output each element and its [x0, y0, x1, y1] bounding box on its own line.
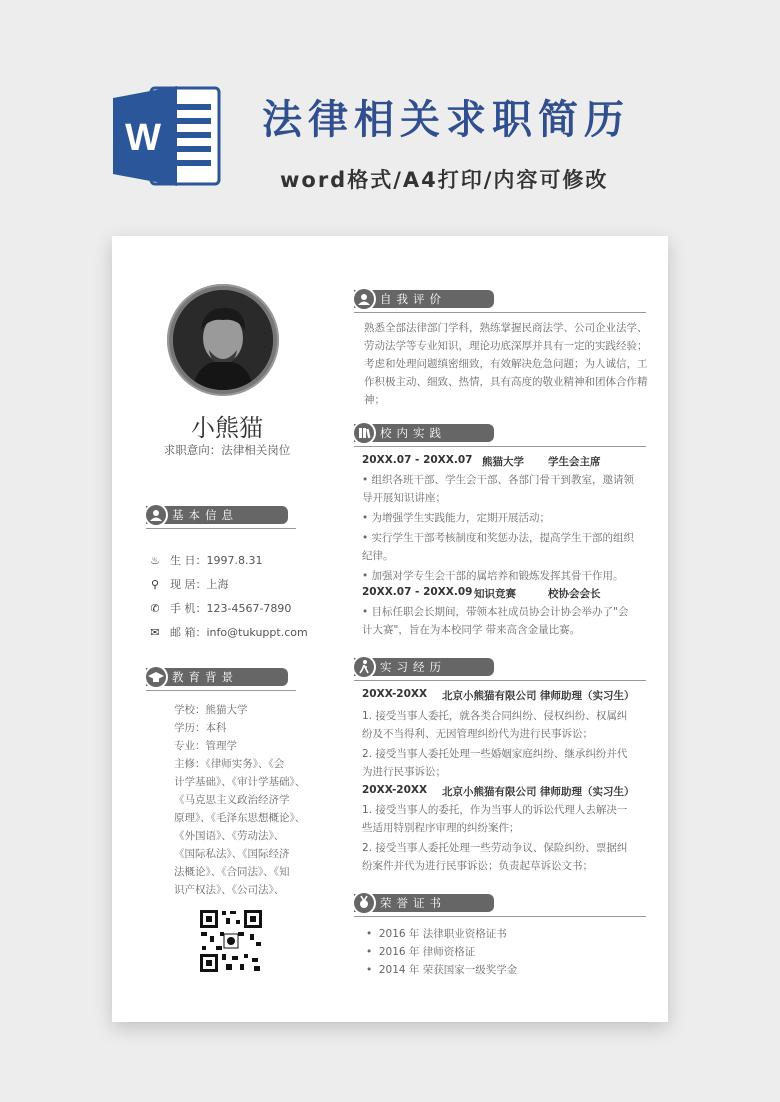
intern-line: 1. 接受当事人委托，就各类合同纠纷、侵权纠纷、权属纠	[362, 710, 628, 722]
intern-line: 些适用特别程序审理的纠纷案件；	[362, 822, 520, 834]
section-header-campus	[354, 424, 494, 442]
campus-line: 纪律。	[362, 550, 394, 562]
info-birthday: ♨ 生 日：1997.8.31	[148, 552, 262, 568]
word-logo-letter: W	[125, 117, 161, 159]
self-eval-line: 劳动法学等专业知识，理论功底深厚并具有一定的实践经验；	[364, 340, 648, 352]
honor-item: • 2016 年 律师资格证	[366, 946, 476, 958]
edu-line: 主修：《律师实务》、《会	[174, 758, 285, 770]
intern-line: 1. 接受当事人的委托，作为当事人的诉讼代理人去解决一	[362, 804, 628, 816]
campus-role: 学生会主席	[548, 456, 601, 468]
section-title: 自我评价	[380, 292, 446, 306]
mail-icon: ✉	[150, 626, 160, 639]
campus-line: • 目标任职会长期间，带领本社成员协会计协会举办了"会	[362, 606, 629, 618]
honor-item: • 2014 年 荣获国家一级奖学金	[366, 964, 518, 976]
edu-line: 《马克思主义政治经济学	[174, 794, 290, 806]
section-title: 校内实践	[380, 426, 446, 440]
section-title: 实习经历	[380, 660, 446, 674]
books-icon	[354, 423, 374, 443]
campus-org: 知识竞赛	[474, 588, 516, 600]
info-phone: ✆ 手 机：123-4567-7890	[148, 600, 291, 616]
divider	[146, 528, 296, 529]
intern-line: 纷及不当得利、无因管理纠纷代为进行民事诉讼；	[362, 728, 593, 740]
campus-line: • 为增强学生实践能力，定期开展活动；	[362, 512, 551, 524]
info-email: ✉ 邮 箱：info@tukuppt.com	[148, 624, 308, 640]
intern-line: 2. 接受当事人委托处理一些劳动争议、保险纠纷、票据纠	[362, 842, 628, 854]
qr-code-icon	[198, 908, 264, 974]
self-eval-line: 熟悉全部法律部门学科，熟练掌握民商法学、公司企业法学、	[364, 322, 648, 334]
edu-line: 学历：本科	[174, 722, 227, 734]
intern-date: 20XX-20XX	[362, 784, 428, 796]
job-intent: 求职意向：法律相关岗位	[163, 443, 291, 457]
divider	[146, 690, 296, 691]
avatar	[167, 284, 279, 396]
intern-line: 为进行民事诉讼；	[362, 766, 446, 778]
user-icon	[146, 505, 166, 525]
intern-role: 律师助理（实习生）	[540, 786, 635, 798]
section-title: 基本信息	[172, 508, 238, 522]
divider	[354, 680, 646, 681]
intern-line: 2. 接受当事人委托处理一些婚姻家庭纠纷、继承纠纷并代	[362, 748, 628, 760]
portrait-icon	[173, 290, 273, 390]
intern-date: 20XX-20XX	[362, 688, 428, 700]
info-location: ⚲ 现 居：上海	[148, 576, 229, 592]
self-eval-line: 神；	[364, 394, 385, 406]
intern-line: 纷案件并代为进行民事诉讼；负责起草诉讼文书；	[362, 860, 593, 872]
divider	[354, 446, 646, 447]
campus-line: • 组织各班干部、学生会干部、各部门骨干到教室，邀请领	[362, 474, 635, 486]
edu-line: 《外国语》、《劳动法》、	[174, 830, 285, 842]
divider	[354, 312, 646, 313]
edu-line: 专业：管理学	[174, 740, 237, 752]
campus-line: • 实行学生干部考核制度和奖惩办法，提高学生干部的组织	[362, 532, 635, 544]
divider	[354, 916, 646, 917]
candidate-name: 小熊猫	[191, 414, 263, 442]
medal-icon	[354, 893, 374, 913]
edu-line: 计学基础》、《审计学基础》、	[174, 776, 306, 788]
edu-line: 法概论》、《合同法》、《知	[174, 866, 290, 878]
edu-line: 《国际私法》、《国际经济	[174, 848, 290, 860]
campus-line: 导开展知识讲座；	[362, 492, 446, 504]
edu-line: 原理》、《毛泽东思想概论》、	[174, 812, 306, 824]
self-eval-line: 考虑和处理问题缜密细致，有效解决危急问题；为人诚信，工	[364, 358, 648, 370]
self-eval-line: 作积极主动、细致、热情，具有高度的敬业精神和团体合作精	[364, 376, 648, 388]
section-title: 荣誉证书	[380, 896, 446, 910]
resume-page	[112, 236, 668, 1022]
phone-icon: ✆	[150, 602, 160, 615]
campus-date: 20XX.07 - 20XX.09	[362, 586, 473, 598]
campus-org: 熊猫大学	[482, 456, 524, 468]
campus-line: • 加强对学专生会干部的属培养和锻炼发挥其骨干作用。	[362, 570, 624, 582]
section-title: 教育背景	[172, 670, 238, 684]
section-header-education	[146, 668, 288, 686]
edu-line: 识产权法》、《公司法》、	[174, 884, 285, 896]
page-subtitle: word格式/A4打印/内容可修改	[280, 168, 609, 192]
page-title: 法律相关求职简历	[262, 97, 630, 143]
word-logo-icon	[113, 82, 223, 190]
honor-item: • 2016 年 法律职业资格证书	[366, 928, 507, 940]
location-icon: ⚲	[150, 578, 160, 591]
walking-person-icon	[354, 657, 374, 677]
cake-icon: ♨	[150, 554, 160, 567]
campus-date: 20XX.07 - 20XX.07	[362, 454, 473, 466]
section-header-basic	[146, 506, 288, 524]
intern-company: 北京小熊猫有限公司	[442, 690, 537, 702]
user-icon	[354, 289, 374, 309]
edu-line: 学校：熊猫大学	[174, 704, 248, 716]
section-header-self-eval	[354, 290, 494, 308]
intern-role: 律师助理（实习生）	[540, 690, 635, 702]
intern-company: 北京小熊猫有限公司	[442, 786, 537, 798]
section-header-honors	[354, 894, 494, 912]
campus-line: 计大赛"，旨在为本校同学 带来高含金量比赛。	[362, 624, 581, 636]
graduation-cap-icon	[146, 667, 166, 687]
section-header-intern	[354, 658, 494, 676]
campus-role: 校协会会长	[548, 588, 601, 600]
